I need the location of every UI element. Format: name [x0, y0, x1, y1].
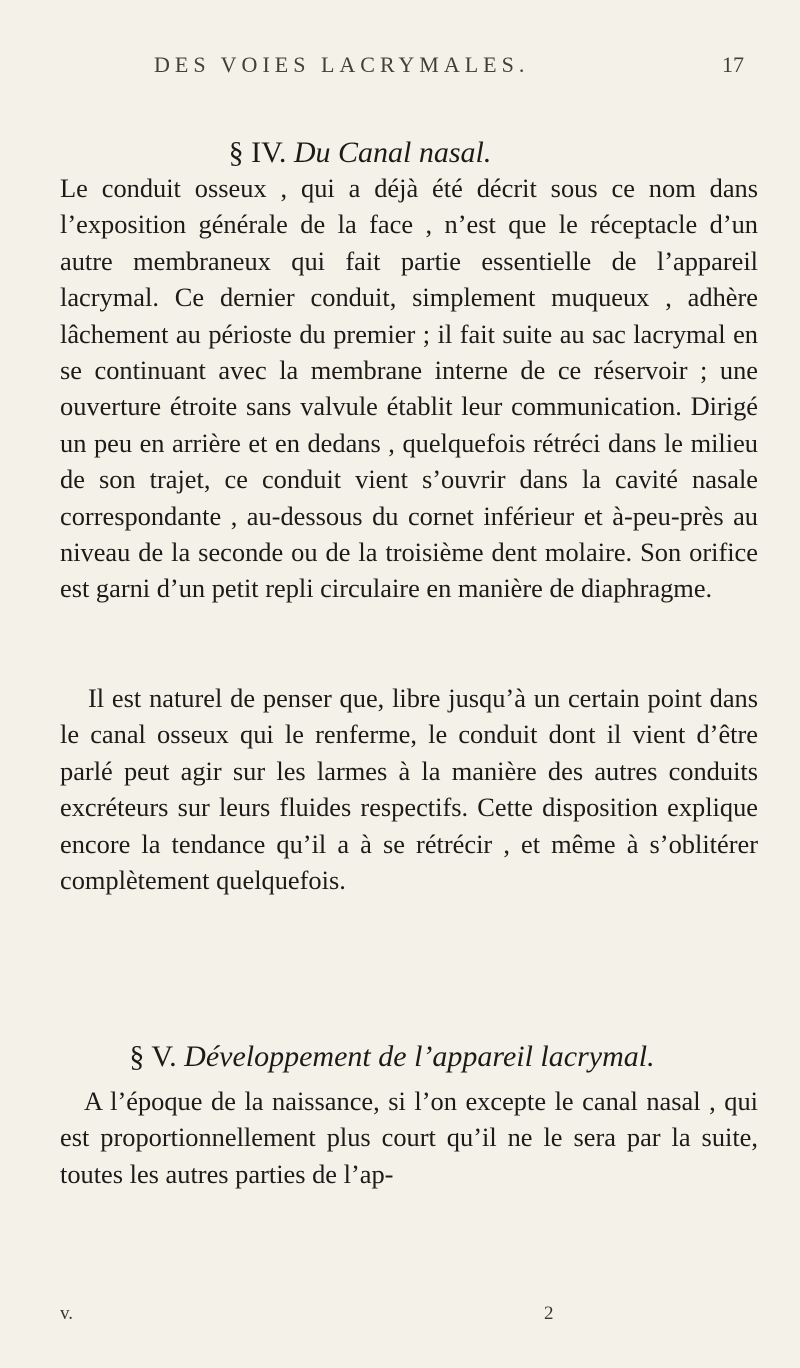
- section-heading-v: [0, 1040, 792, 1074]
- paragraph-canal-nasal: Le conduit osseux , qui a déjà été décrit sous ce nom dans l’exposition générale de la face , n’est que le réceptacle d’un autre membraneux qui fait partie essentielle de l’appareil lacrymal. Ce dernier conduit, simplement muqueux , adhère lâchement au périoste du premier ; il fait suite au sac lacrymal en se continuant avec la membrane interne de ce réservoir ; une ouverture étroite sans valvule établit leur communication. Dirigé un peu en arrière et en dedans , quelquefois rétréci dans le milieu de son trajet, ce conduit vient s’ouvrir dans la cavité nasale correspondante , au-dessous du cornet inférieur et à-peu-près au niveau de la seconde ou de la troisième dent molaire. Son orifice est garni d’un petit repli circulaire en manière de diaphragme.: [60, 173, 758, 604]
- section-title-iv: Du Canal nasal.: [293, 136, 492, 169]
- section-heading-iv: [0, 136, 760, 170]
- section-mark-iv: § IV.: [228, 136, 287, 169]
- paragraph-conduit-action: Il est naturel de penser que, libre jusqu’à un certain point dans le canal osseux qui le renferme, le conduit dont il vient d’être parlé peut agir sur les larmes à la manière des autres conduits excréteurs sur leurs fluides respectifs. Cette disposition explique encore la tendance qu’il a à se rétrécir , et même à s’oblitérer complètement quelquefois.: [60, 683, 758, 896]
- section-mark-v: § V.: [129, 1040, 177, 1073]
- section-title-v: Développement de l’appareil lacrymal.: [184, 1040, 655, 1073]
- gathering-mark: 2: [544, 1303, 554, 1324]
- paragraph-developpement: A l’époque de la naissance, si l’on excepte le canal nasal , qui est proportionnellement plus court qu’il ne le sera par la suite, toutes les autres parties de l’ap-: [60, 1086, 758, 1189]
- page-footer: [0, 1303, 800, 1333]
- running-title: DES VOIES LACRYMALES.: [154, 52, 530, 77]
- page-number: 17: [722, 52, 744, 77]
- volume-signature: v.: [60, 1303, 74, 1324]
- running-head: [0, 52, 800, 92]
